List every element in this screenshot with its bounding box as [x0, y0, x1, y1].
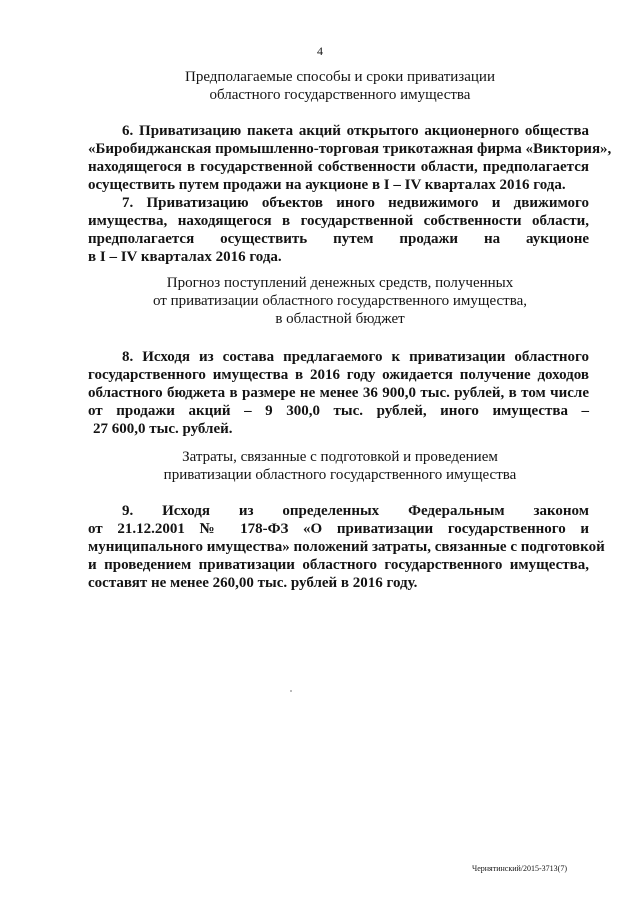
paragraph-line: муниципального имущества» положений затраты, связанные с подготовкой — [88, 539, 605, 555]
scan-speck — [290, 690, 292, 692]
heading-line: областного государственного имущества — [209, 87, 471, 103]
paragraph-line: и проведением приватизации областного государственного имущества, — [88, 557, 589, 573]
paragraph-line: государственного имущества в 2016 году ожидается получение доходов — [88, 367, 589, 383]
paragraph-line: 27 600,0 тыс. рублей. — [93, 421, 233, 437]
paragraph-line: 8. Исходя из состава предлагаемого к приватизации областного — [122, 349, 589, 365]
paragraph-line: от продажи акций – 9 300,0 тыс. рублей, иного имущества – — [88, 403, 589, 419]
heading-line: в областной бюджет — [275, 311, 405, 327]
paragraph-8 — [88, 348, 589, 438]
heading-line: приватизации областного государственного имущества — [163, 467, 517, 483]
heading-line: Предполагаемые способы и сроки приватизации — [185, 69, 495, 85]
heading-line: от приватизации областного государственного имущества, — [153, 293, 527, 309]
paragraph-line: 6. Приватизацию пакета акций открытого акционерного общества — [122, 123, 589, 139]
paragraph-line: имущества, находящегося в государственной собственности области, — [88, 213, 589, 229]
paragraph-line: в I – IV кварталах 2016 года. — [88, 249, 282, 265]
section-heading-costs — [0, 448, 640, 484]
heading-line: Затраты, связанные с подготовкой и проведением — [182, 449, 498, 465]
paragraph-line: составят не менее 260,00 тыс. рублей в 2016 году. — [88, 575, 418, 591]
paragraph-9 — [88, 502, 605, 592]
footer-document-code: Чернятинский/2015-3713(7) — [472, 864, 567, 873]
paragraph-line: областного бюджета в размере не менее 36 900,0 тыс. рублей, в том числе — [88, 385, 589, 401]
heading-line: Прогноз поступлений денежных средств, полученных — [166, 275, 514, 291]
paragraph-line: 9. Исходя из определенных Федеральным законом — [122, 503, 589, 519]
paragraph-line: осуществить путем продажи на аукционе в I – IV кварталах 2016 года. — [88, 177, 566, 193]
section-heading-privatization-methods — [0, 68, 640, 104]
paragraph-7 — [88, 194, 589, 266]
paragraph-line: от 21.12.2001 № 178-ФЗ «О приватизации государственного и — [88, 521, 589, 537]
page-number: 4 — [317, 44, 323, 58]
paragraph-line: находящегося в государственной собственности области, предполагается — [88, 159, 589, 175]
section-heading-revenue-forecast — [0, 274, 640, 328]
paragraph-line: предполагается осуществить путем продажи на аукционе — [88, 231, 589, 247]
paragraph-6 — [88, 122, 612, 194]
paragraph-line: 7. Приватизацию объектов иного недвижимого и движимого — [122, 195, 589, 211]
paragraph-line: «Биробиджанская промышленно-торговая трикотажная фирма «Виктория», — [88, 141, 612, 157]
